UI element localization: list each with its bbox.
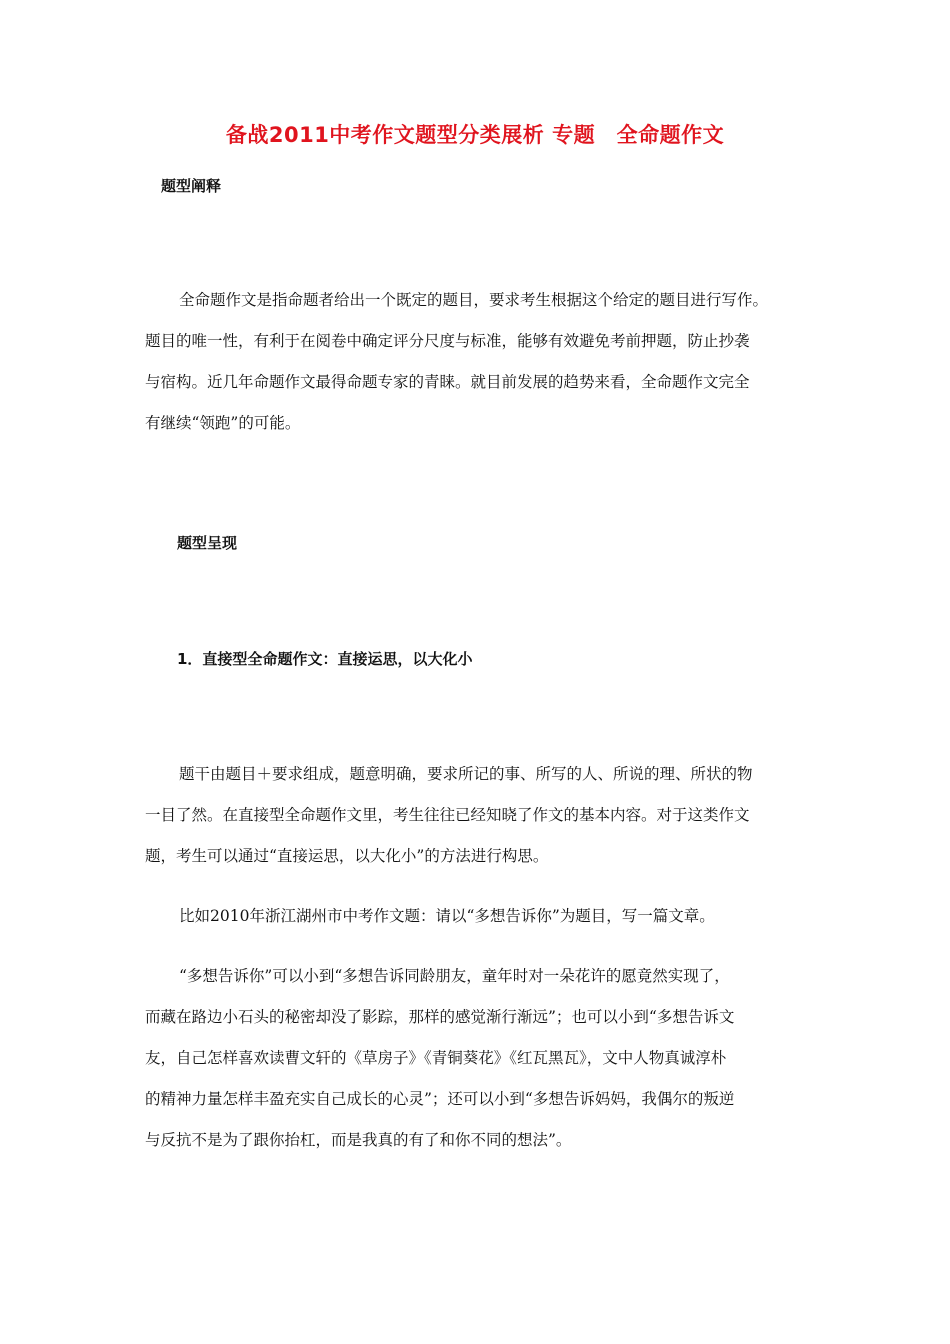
example-intro: 比如2010年浙江湖州市中考作文题：请以“多想告诉你”为题目，写一篇文章。 (179, 907, 715, 925)
section-heading-explain: 题型阐释 (161, 177, 222, 195)
paragraph-type1 (145, 754, 810, 877)
paragraph-line: 全命题作文是指命题者给出一个既定的题目，要求考生根据这个给定的题目进行写作。 (179, 291, 769, 309)
document-title: 备战2011中考作文题型分类展析 专题 全命题作文 (225, 123, 725, 147)
paragraph-explain (145, 280, 810, 444)
paragraph-line: 有继续“领跑”的可能。 (145, 414, 301, 432)
section-heading-present: 题型呈现 (177, 534, 238, 552)
paragraph-line: 与反抗不是为了跟你抬杠，而是我真的有了和你不同的想法”。 (145, 1131, 572, 1149)
paragraph-example (145, 956, 810, 1161)
paragraph-line: “多想告诉你”可以小到“多想告诉同龄朋友，童年时对一朵花许的愿竟然实现了， (179, 967, 730, 985)
section-heading-type1: 1．直接型全命题作文：直接运思，以大化小 (177, 650, 473, 668)
paragraph-line: 题，考生可以通过“直接运思，以大化小”的方法进行构思。 (145, 847, 549, 865)
paragraph-line: 而藏在路边小石头的秘密却没了影踪，那样的感觉渐行渐远”；也可以小到“多想告诉文 (145, 1008, 735, 1026)
paragraph-line: 一目了然。在直接型全命题作文里，考生往往已经知晓了作文的基本内容。对于这类作文 (145, 806, 750, 824)
paragraph-line: 友，自己怎样喜欢读曹文轩的《草房子》《青铜葵花》《红瓦黑瓦》，文中人物真诚淳朴 (145, 1049, 727, 1067)
paragraph-line: 的精神力量怎样丰盈充实自己成长的心灵”；还可以小到“多想告诉妈妈，我偶尔的叛逆 (145, 1090, 735, 1108)
paragraph-line: 与宿构。近几年命题作文最得命题专家的青睐。就目前发展的趋势来看，全命题作文完全 (145, 373, 750, 391)
paragraph-line: 题干由题目＋要求组成，题意明确，要求所记的事、所写的人、所说的理、所状的物 (179, 765, 753, 783)
paragraph-line: 题目的唯一性，有利于在阅卷中确定评分尺度与标准，能够有效避免考前押题，防止抄袭 (145, 332, 750, 350)
